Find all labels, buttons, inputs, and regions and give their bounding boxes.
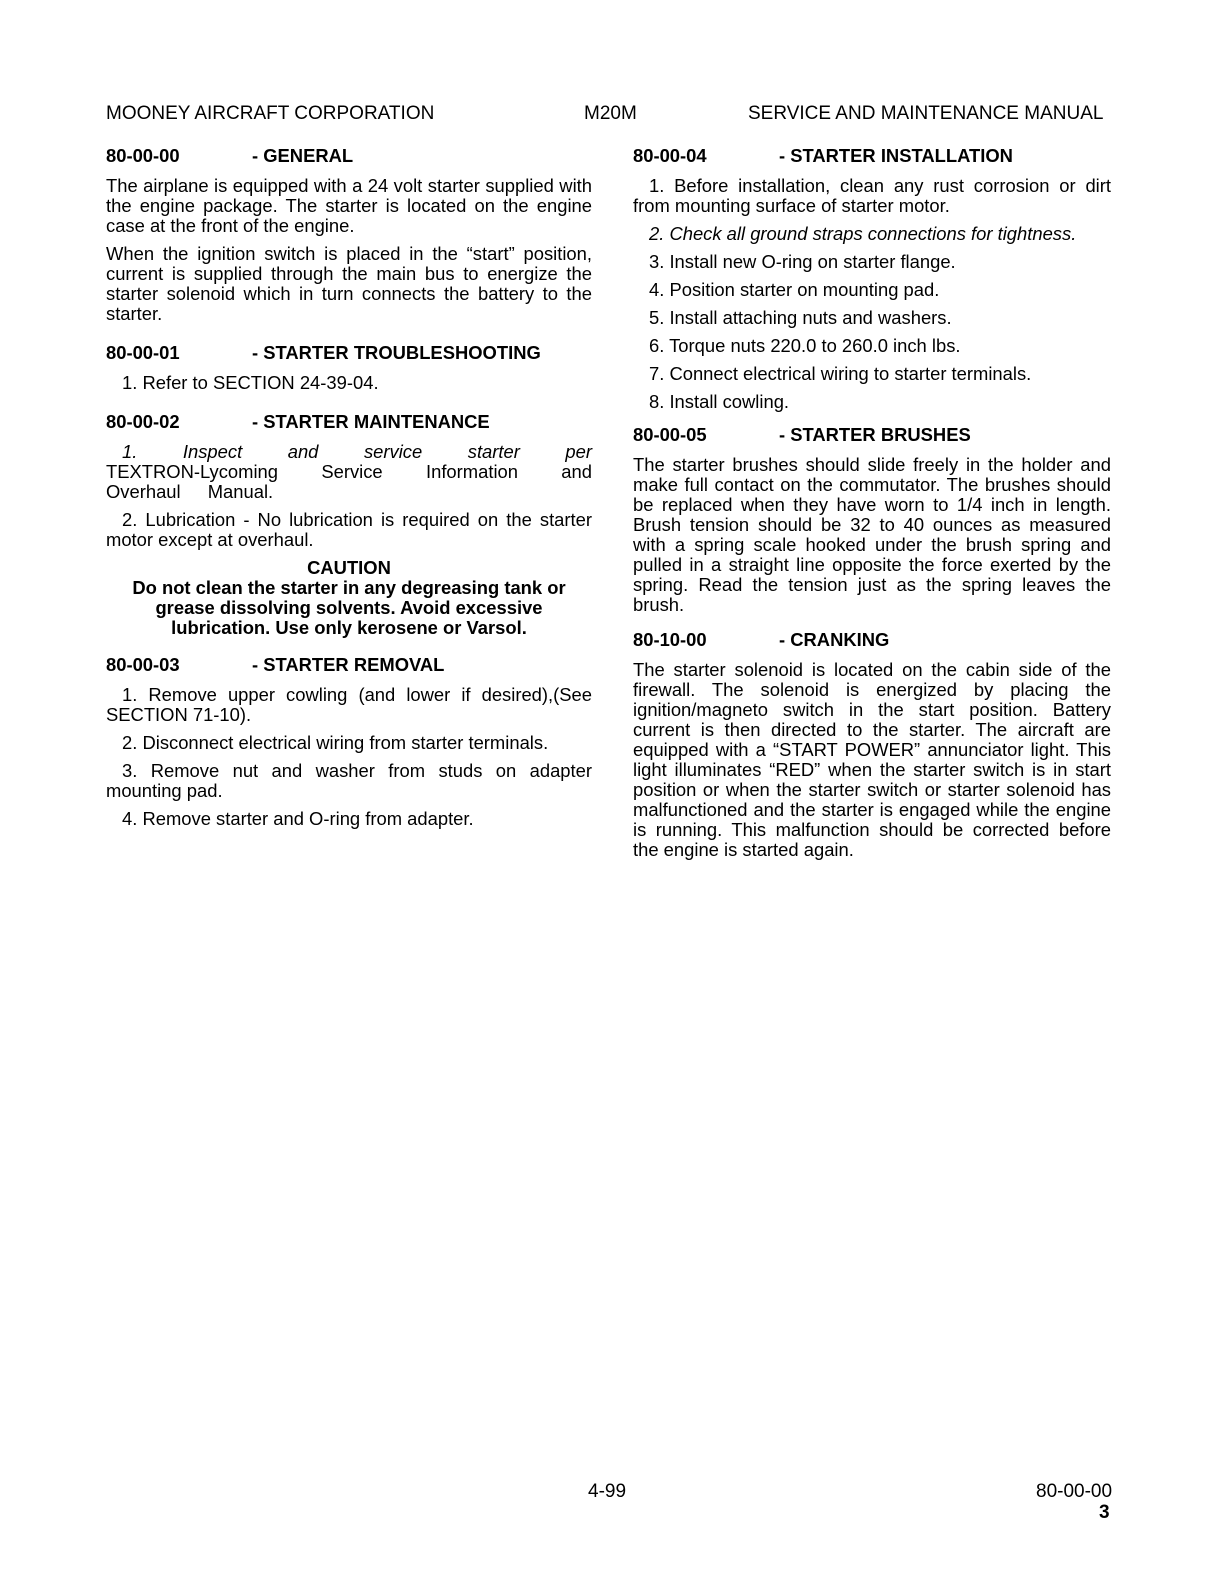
list-item: 2. Check all ground straps connections for tightness. [649, 223, 1077, 244]
section-title: - STARTER BRUSHES [779, 424, 971, 445]
section-code: 80-00-03 [106, 654, 180, 675]
section-code: 80-00-02 [106, 411, 180, 432]
section-title: - STARTER TROUBLESHOOTING [252, 342, 541, 363]
section-heading [633, 424, 1111, 446]
list-item: 1. Refer to SECTION 24-39-04. [122, 372, 379, 393]
header-company: MOONEY AIRCRAFT CORPORATION [106, 103, 435, 124]
list-item: 1. Remove upper cowling (and lower if desired),(See SECTION 71-10). [106, 684, 592, 725]
list-item-rest: TEXTRON-Lycoming Service Information and Overhaul Manual. [106, 461, 592, 502]
list-item: 4. Remove starter and O-ring from adapter. [122, 808, 474, 829]
list-item: 4. Position starter on mounting pad. [649, 279, 940, 300]
list-item-italic-part: 1. Inspect and service starter per [122, 441, 592, 462]
section-heading [633, 145, 1111, 167]
header-manual-title: SERVICE AND MAINTENANCE MANUAL [748, 103, 1104, 124]
section-code: 80-00-04 [633, 145, 707, 166]
paragraph: When the ignition switch is placed in the “start” position, current is supplied through the main bus to energize the starter solenoid which in turn connects the battery to the starter. [106, 243, 592, 324]
section-title: - CRANKING [779, 629, 890, 650]
section-title: - STARTER INSTALLATION [779, 145, 1013, 166]
section-code: 80-00-00 [106, 145, 180, 166]
list-item: 2. Lubrication - No lubrication is required on the starter motor except at overhaul. [106, 509, 592, 550]
list-item: 8. Install cowling. [649, 391, 790, 412]
list-item: 7. Connect electrical wiring to starter terminals. [649, 363, 1032, 384]
footer-section-code: 80-00-00 [1036, 1481, 1113, 1502]
paragraph: The airplane is equipped with a 24 volt starter supplied with the engine package. The starter is located on the engine case at the front of the engine. [106, 175, 592, 236]
section-heading [106, 342, 592, 364]
list-item: 5. Install attaching nuts and washers. [649, 307, 952, 328]
caution-title: CAUTION [307, 557, 391, 578]
right-column [633, 145, 1111, 868]
list-item [106, 442, 592, 502]
paragraph: The starter solenoid is located on the cabin side of the firewall. The solenoid is energized by placing the ignition/magneto switch in the start position. Battery current is then directed to the starter. The aircraft are equipped with a “START POWER” annunciator light. This light illuminates “RED” when the starter switch is in start position or when the starter switch or starter solenoid has malfunctioned and the starter is engaged while the engine is running. This malfunction should be corrected before the engine is started again. [633, 659, 1111, 860]
section-title: - STARTER MAINTENANCE [252, 411, 490, 432]
section-heading [106, 411, 592, 433]
list-item: 6. Torque nuts 220.0 to 260.0 inch lbs. [649, 335, 961, 356]
section-heading [106, 654, 592, 676]
section-code: 80-10-00 [633, 629, 707, 650]
footer-page-number: 4-99 [588, 1481, 627, 1502]
section-code: 80-00-01 [106, 342, 180, 363]
footer-sheet-number: 3 [1099, 1502, 1110, 1523]
list-item: 3. Install new O-ring on starter flange. [649, 251, 956, 272]
caution-text: Do not clean the starter in any degreasing tank or grease dissolving solvents. Avoid excessive lubrication. Use only kerosene or Varsol. [132, 577, 566, 638]
section-heading [106, 145, 592, 167]
list-item: 2. Disconnect electrical wiring from starter terminals. [122, 732, 549, 753]
section-heading [633, 629, 1111, 651]
paragraph: The starter brushes should slide freely in the holder and make full contact on the commutator. The brushes should be replaced when they have worn to 1/4 inch in length. Brush tension should be 32 to 40 ounces as measured with a spring scale hooked under the brush spring and pulled in a straight line opposite the force exerted by the spring. Read the tension just as the spring leaves the brush. [633, 454, 1111, 615]
list-item: 3. Remove nut and washer from studs on adapter mounting pad. [106, 760, 592, 801]
section-title: - GENERAL [252, 145, 354, 166]
left-column [106, 145, 592, 837]
list-item: 1. Before installation, clean any rust corrosion or dirt from mounting surface of starter motor. [633, 175, 1111, 216]
section-title: - STARTER REMOVAL [252, 654, 445, 675]
caution-note [106, 558, 592, 638]
header-model: M20M [584, 103, 637, 124]
section-code: 80-00-05 [633, 424, 707, 445]
